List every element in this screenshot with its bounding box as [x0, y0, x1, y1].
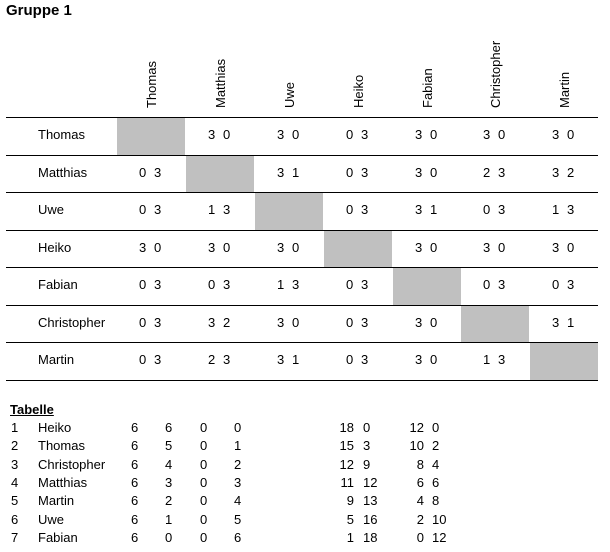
- standings-rank: 4: [11, 474, 19, 490]
- row-player-name: Heiko: [38, 240, 72, 255]
- standings-sets-for: 5: [346, 511, 354, 527]
- standings-sets-against: 18: [363, 529, 378, 545]
- result-cell: [393, 156, 461, 193]
- score-home: 3: [552, 165, 560, 180]
- score-away: 2: [567, 165, 575, 180]
- result-cell: [530, 156, 598, 193]
- result-cell: [255, 343, 323, 380]
- score-away: 3: [223, 277, 231, 292]
- standings-points-against: 0: [432, 420, 440, 435]
- score-home: 1: [277, 277, 285, 292]
- matrix-row: [6, 267, 598, 305]
- column-header-label: Uwe: [282, 81, 297, 108]
- standings-draw: 0: [200, 420, 208, 435]
- standings-sets-against: 13: [363, 493, 378, 509]
- standings-rank: 7: [11, 529, 19, 545]
- standings-lost: 1: [234, 438, 242, 454]
- score-away: 3: [498, 202, 506, 217]
- diagonal-cell: [324, 231, 392, 268]
- result-cell: [461, 343, 529, 380]
- score-home: 1: [552, 202, 560, 217]
- score-away: 3: [498, 165, 506, 180]
- result-cell: [186, 306, 254, 343]
- diagonal-cell: [117, 118, 185, 155]
- matrix-row: [6, 192, 598, 230]
- result-cell: [393, 343, 461, 380]
- score-home: 3: [277, 315, 285, 330]
- row-player-name: Thomas: [38, 127, 85, 142]
- score-away: 0: [567, 240, 575, 255]
- standings-won: 5: [165, 438, 173, 454]
- standings-points-for: 4: [416, 493, 424, 509]
- standings-points-for: 2: [416, 511, 424, 527]
- score-away: 3: [154, 202, 162, 217]
- result-cell: [117, 193, 185, 230]
- result-cell: [393, 231, 461, 268]
- score-home: 3: [415, 240, 423, 255]
- standings-points-against: 4: [432, 456, 440, 472]
- score-home: 3: [552, 315, 560, 330]
- standings-row: [0, 438, 610, 456]
- standings-rank: 5: [11, 493, 19, 509]
- score-away: 0: [430, 165, 438, 180]
- score-home: 0: [139, 202, 147, 217]
- result-cell: [324, 193, 392, 230]
- standings-lost: 5: [234, 511, 242, 527]
- diagonal-cell: [461, 306, 529, 343]
- standings-lost: 3: [234, 474, 242, 490]
- result-cell: [255, 306, 323, 343]
- result-cell: [255, 268, 323, 305]
- standings-sets-for: 11: [340, 474, 354, 490]
- standings-rank: 2: [11, 438, 19, 454]
- standings-played: 6: [131, 420, 139, 435]
- score-home: 3: [483, 127, 491, 142]
- standings-name: Fabian: [38, 529, 78, 545]
- column-header-label: Thomas: [144, 61, 159, 108]
- score-away: 3: [361, 315, 369, 330]
- score-away: 3: [154, 352, 162, 367]
- score-home: 0: [346, 127, 354, 142]
- standings-sets-against: 12: [363, 474, 378, 490]
- score-home: 3: [552, 240, 560, 255]
- standings-played: 6: [131, 493, 139, 509]
- standings-points-for: 10: [409, 438, 424, 454]
- result-cell: [393, 306, 461, 343]
- result-cell: [186, 193, 254, 230]
- score-home: 3: [483, 240, 491, 255]
- result-cell: [117, 268, 185, 305]
- diagonal-cell: [530, 343, 598, 380]
- standings-points-for: 12: [409, 420, 424, 435]
- result-cell: [393, 193, 461, 230]
- column-header: [117, 32, 185, 112]
- result-cell: [117, 343, 185, 380]
- score-away: 0: [292, 315, 300, 330]
- result-cell: [393, 118, 461, 155]
- score-home: 0: [346, 202, 354, 217]
- score-home: 3: [415, 352, 423, 367]
- result-cell: [255, 118, 323, 155]
- row-player-name: Matthias: [38, 165, 88, 180]
- row-player-name: Martin: [38, 352, 75, 367]
- score-away: 1: [292, 352, 300, 367]
- standings-sets-against: 16: [363, 511, 378, 527]
- score-away: 3: [361, 352, 369, 367]
- standings-row: [0, 512, 610, 530]
- score-away: 3: [361, 202, 369, 217]
- score-home: 0: [346, 165, 354, 180]
- score-home: 3: [415, 165, 423, 180]
- score-away: 1: [567, 315, 575, 330]
- score-away: 3: [223, 202, 231, 217]
- standings-sets-for: 18: [339, 420, 354, 435]
- result-cell: [461, 268, 529, 305]
- standings-won: 0: [165, 529, 173, 545]
- score-home: 2: [483, 165, 491, 180]
- standings-lost: 4: [234, 493, 242, 509]
- score-home: 0: [139, 165, 147, 180]
- standings-played: 6: [131, 529, 139, 545]
- result-cell: [186, 343, 254, 380]
- result-cell: [255, 231, 323, 268]
- standings-lost: 0: [234, 420, 242, 435]
- standings-points-against: 6: [432, 474, 440, 490]
- standings-name: Uwe: [38, 511, 65, 527]
- result-cell: [530, 306, 598, 343]
- score-home: 0: [208, 277, 216, 292]
- score-away: 0: [498, 240, 506, 255]
- matrix-row: [6, 305, 598, 343]
- result-cell: [461, 156, 529, 193]
- score-away: 3: [498, 352, 506, 367]
- standings-points-against: 2: [432, 438, 440, 454]
- result-cell: [117, 156, 185, 193]
- standings-points-against: 8: [432, 493, 440, 509]
- matrix-row: [6, 342, 598, 381]
- standings-lost: 2: [234, 456, 242, 472]
- matrix-row: [6, 155, 598, 193]
- diagonal-cell: [186, 156, 254, 193]
- score-home: 1: [208, 202, 216, 217]
- standings-row: [0, 420, 610, 438]
- diagonal-cell: [393, 268, 461, 305]
- score-home: 3: [277, 165, 285, 180]
- result-cell: [324, 306, 392, 343]
- standings-row: [0, 493, 610, 511]
- result-cell: [186, 118, 254, 155]
- score-home: 1: [483, 352, 491, 367]
- standings-name: Martin: [38, 493, 75, 509]
- standings-name: Thomas: [38, 438, 85, 454]
- column-header-label: Fabian: [420, 68, 435, 108]
- score-home: 0: [483, 277, 491, 292]
- result-cell: [324, 268, 392, 305]
- standings-points-for: 8: [416, 456, 424, 472]
- score-home: 3: [139, 240, 147, 255]
- standings-sets-against: 0: [363, 420, 371, 435]
- column-header: [324, 32, 392, 112]
- score-home: 3: [277, 240, 285, 255]
- standings-lost: 6: [234, 529, 242, 545]
- score-home: 3: [415, 202, 423, 217]
- score-away: 1: [430, 202, 438, 217]
- score-away: 0: [430, 352, 438, 367]
- score-away: 0: [430, 315, 438, 330]
- result-cell: [461, 193, 529, 230]
- score-home: 0: [483, 202, 491, 217]
- score-home: 0: [346, 277, 354, 292]
- standings-name: Matthias: [38, 474, 88, 490]
- standings-draw: 0: [200, 438, 208, 454]
- score-home: 3: [208, 315, 216, 330]
- standings-row: [0, 475, 610, 493]
- score-away: 0: [498, 127, 506, 142]
- score-home: 0: [552, 277, 560, 292]
- standings-name: Heiko: [38, 420, 72, 435]
- matrix-row: [6, 230, 598, 268]
- score-home: 0: [346, 315, 354, 330]
- standings-draw: 0: [200, 511, 208, 527]
- score-home: 0: [139, 315, 147, 330]
- standings-won: 1: [165, 511, 173, 527]
- standings-draw: 0: [200, 493, 208, 509]
- result-cell: [324, 118, 392, 155]
- standings-title: Tabelle: [10, 402, 54, 417]
- column-header-label: Martin: [557, 71, 572, 108]
- result-cell: [461, 231, 529, 268]
- standings-won: 2: [165, 493, 173, 509]
- standings-played: 6: [131, 438, 139, 454]
- standings-sets-for: 15: [339, 438, 354, 454]
- standings-played: 6: [131, 511, 139, 527]
- result-cell: [255, 156, 323, 193]
- score-away: 3: [361, 165, 369, 180]
- standings-row: [0, 457, 610, 475]
- matrix-row: [6, 117, 598, 155]
- score-home: 3: [415, 315, 423, 330]
- score-home: 0: [346, 352, 354, 367]
- score-away: 3: [567, 202, 575, 217]
- standings-sets-against: 9: [363, 456, 371, 472]
- score-away: 3: [498, 277, 506, 292]
- result-cell: [530, 268, 598, 305]
- score-away: 0: [223, 127, 231, 142]
- result-cell: [117, 306, 185, 343]
- result-cell: [324, 343, 392, 380]
- standings-won: 4: [165, 456, 173, 472]
- standings-points-for: 6: [416, 474, 424, 490]
- column-header-label: Matthias: [213, 58, 228, 108]
- column-header: [461, 32, 529, 112]
- score-home: 3: [277, 352, 285, 367]
- standings-draw: 0: [200, 529, 208, 545]
- standings-name: Christopher: [38, 456, 106, 472]
- row-player-name: Christopher: [38, 315, 106, 330]
- row-player-name: Uwe: [38, 202, 65, 217]
- result-cell: [530, 193, 598, 230]
- standings-played: 6: [131, 474, 139, 490]
- column-header: [186, 32, 254, 112]
- page-title: Gruppe 1: [6, 2, 72, 19]
- column-header: [393, 32, 461, 112]
- score-away: 3: [567, 277, 575, 292]
- standings-sets-for: 9: [346, 493, 354, 509]
- score-away: 3: [361, 277, 369, 292]
- standings-won: 3: [165, 474, 173, 490]
- standings-points-against: 10: [432, 511, 447, 527]
- score-away: 0: [292, 240, 300, 255]
- score-away: 3: [154, 165, 162, 180]
- standings-won: 6: [165, 420, 173, 435]
- standings-draw: 0: [200, 456, 208, 472]
- score-home: 2: [208, 352, 216, 367]
- score-home: 3: [415, 127, 423, 142]
- score-home: 3: [277, 127, 285, 142]
- score-away: 3: [361, 127, 369, 142]
- diagonal-cell: [255, 193, 323, 230]
- result-cell: [530, 118, 598, 155]
- standings-rank: 1: [11, 420, 19, 435]
- standings-points-for: 0: [416, 529, 424, 545]
- result-cell: [530, 231, 598, 268]
- score-away: 0: [292, 127, 300, 142]
- score-away: 2: [223, 315, 231, 330]
- column-header-label: Heiko: [351, 74, 366, 108]
- row-player-name: Fabian: [38, 277, 78, 292]
- standings-points-against: 12: [432, 529, 447, 545]
- score-home: 0: [139, 277, 147, 292]
- score-away: 0: [430, 240, 438, 255]
- score-away: 0: [567, 127, 575, 142]
- standings-draw: 0: [200, 474, 208, 490]
- standings-row: [0, 530, 610, 548]
- score-away: 3: [223, 352, 231, 367]
- score-away: 0: [223, 240, 231, 255]
- result-cell: [324, 156, 392, 193]
- score-away: 3: [154, 315, 162, 330]
- column-header: [255, 32, 323, 112]
- score-away: 0: [430, 127, 438, 142]
- score-home: 3: [208, 240, 216, 255]
- standings-sets-for: 1: [346, 529, 354, 545]
- score-away: 3: [154, 277, 162, 292]
- score-away: 1: [292, 165, 300, 180]
- score-home: 3: [208, 127, 216, 142]
- score-home: 0: [139, 352, 147, 367]
- result-cell: [117, 231, 185, 268]
- score-away: 3: [292, 277, 300, 292]
- standings-sets-against: 3: [363, 438, 371, 454]
- standings-sets-for: 12: [339, 456, 354, 472]
- score-home: 3: [552, 127, 560, 142]
- column-header: [530, 32, 598, 112]
- standings-rank: 3: [11, 456, 19, 472]
- standings-rank: 6: [11, 511, 19, 527]
- standings-played: 6: [131, 456, 139, 472]
- column-header-label: Christopher: [488, 40, 503, 108]
- result-cell: [461, 118, 529, 155]
- result-cell: [186, 268, 254, 305]
- score-away: 0: [154, 240, 162, 255]
- result-cell: [186, 231, 254, 268]
